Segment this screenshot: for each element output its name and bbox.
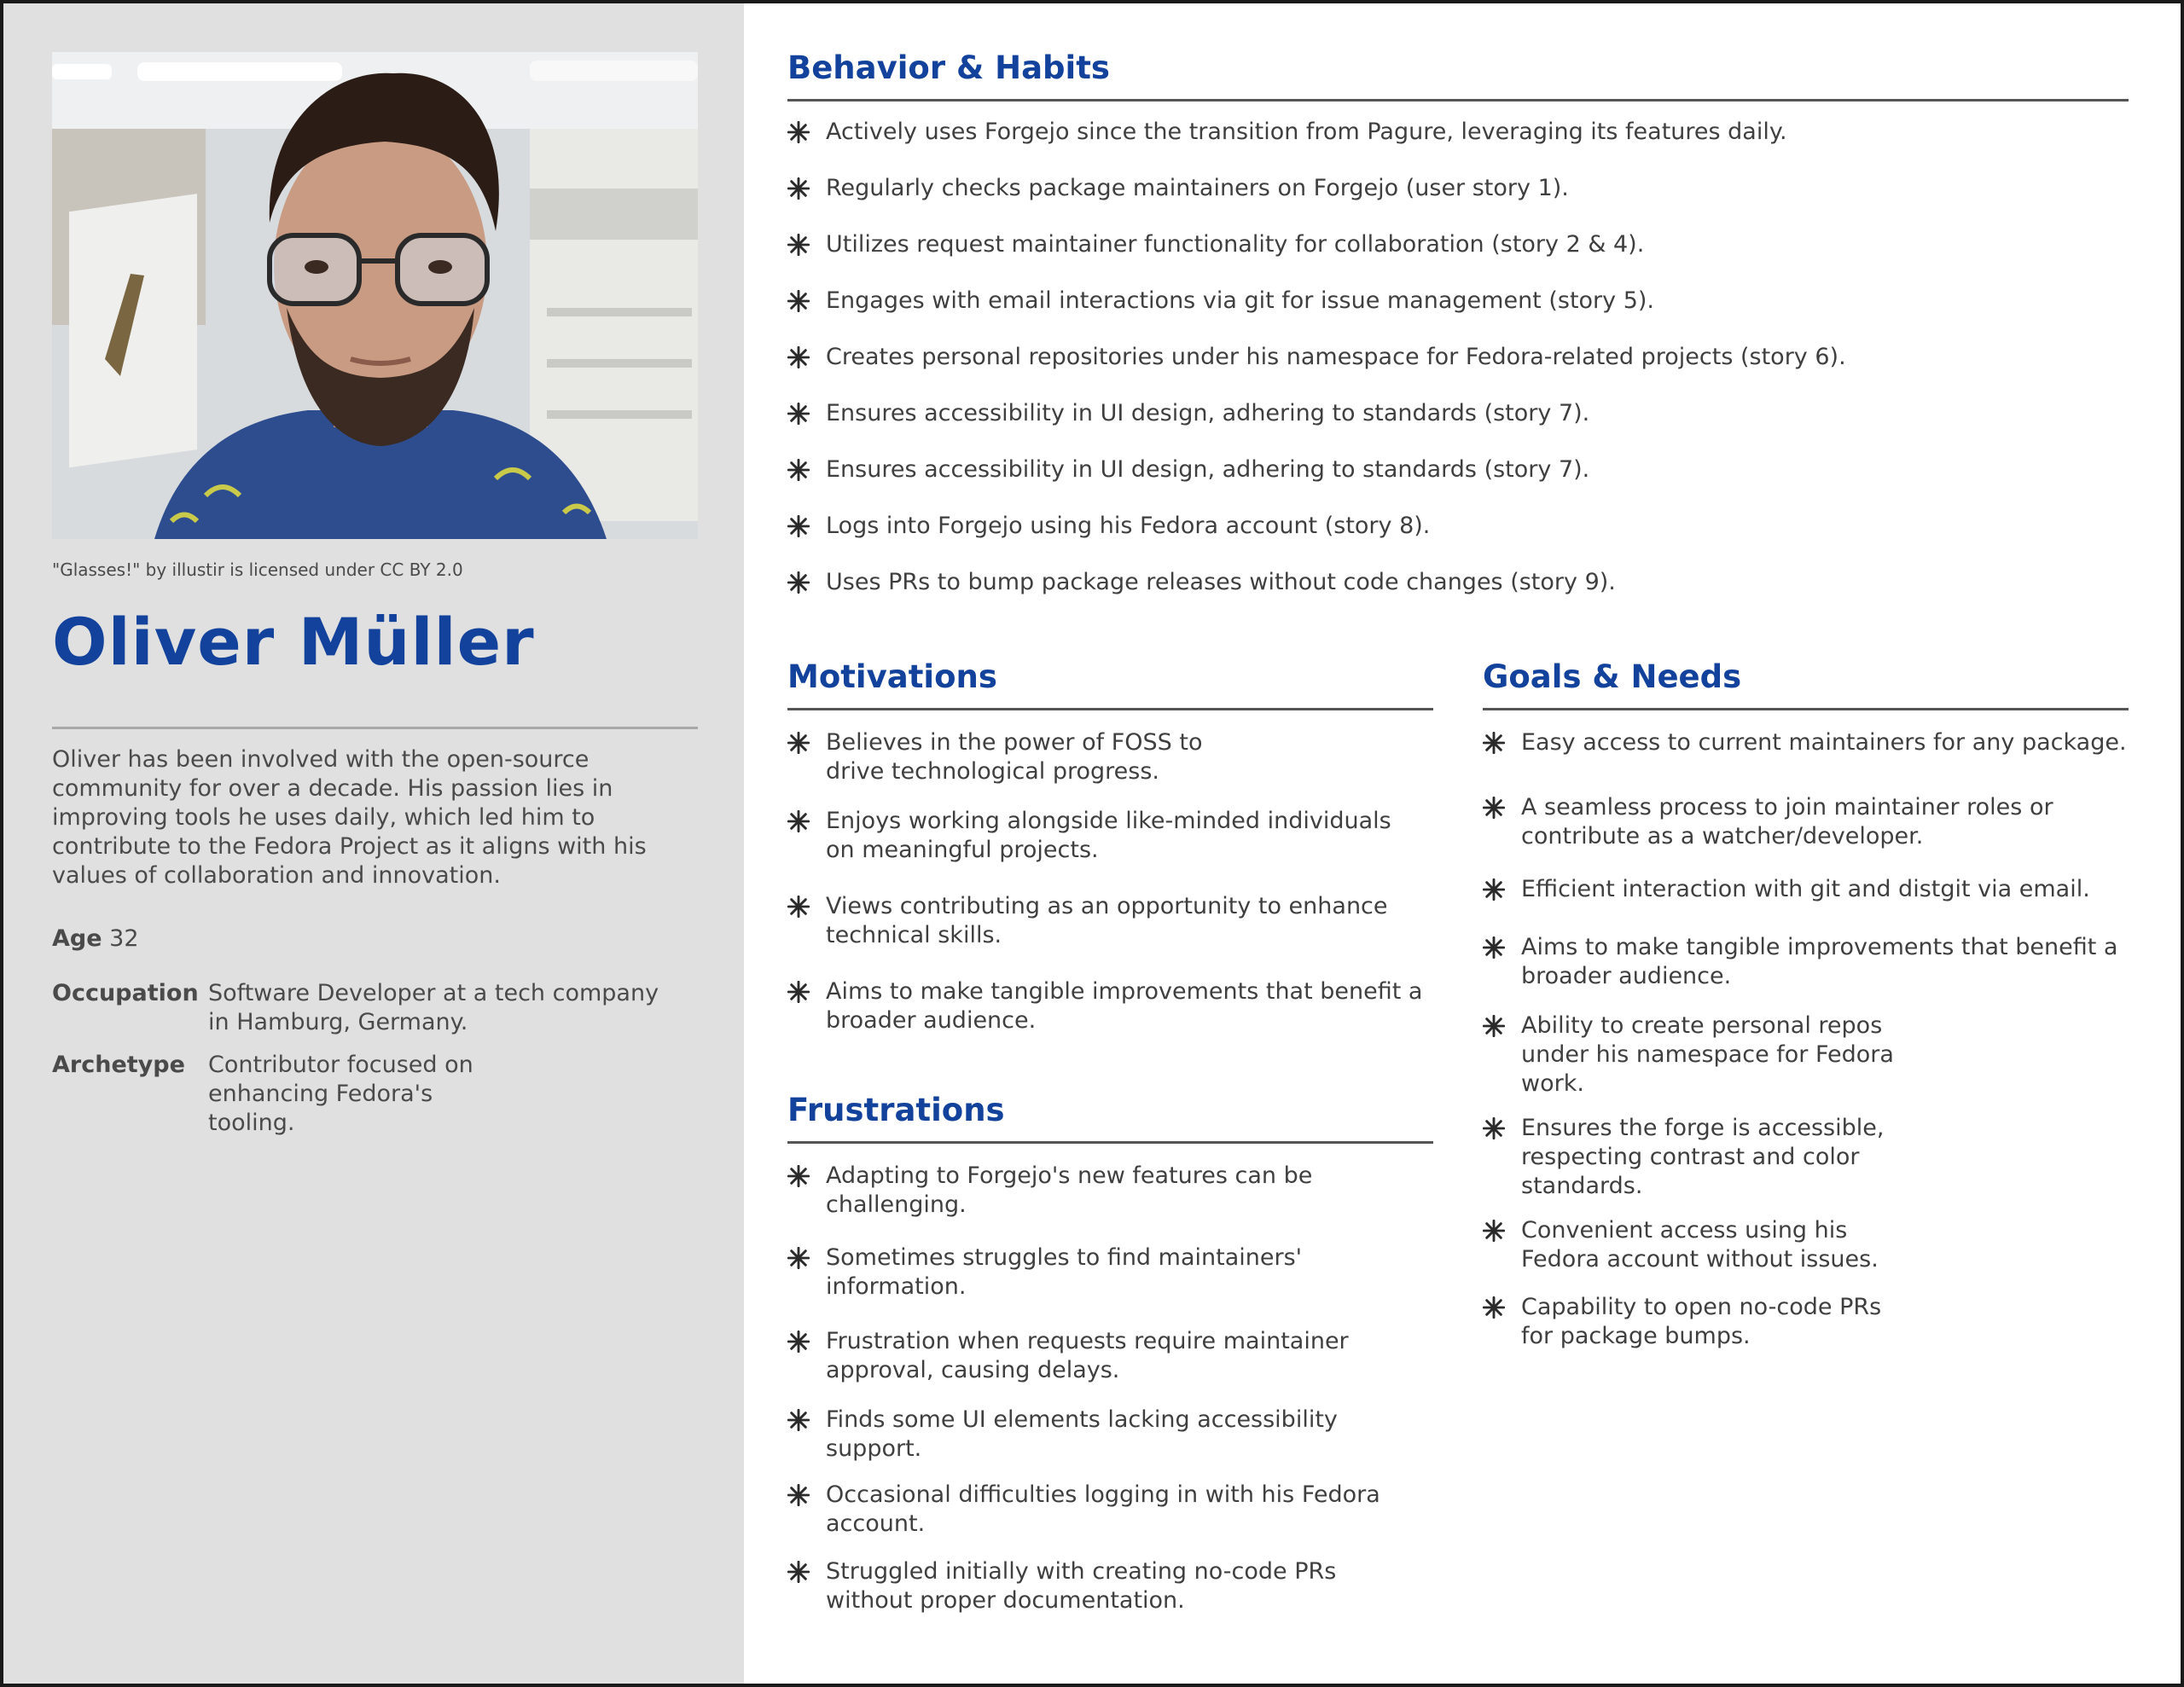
asterisk-bullet-icon (787, 977, 810, 1006)
motivations-title: Motivations (787, 658, 997, 695)
asterisk-bullet-icon (787, 1162, 810, 1191)
frustrations-section (787, 1092, 1433, 1620)
behavior-item-text: Engages with email interactions via git for issue management (story 5). (826, 287, 1655, 314)
frustrations-title: Frustrations (787, 1092, 1005, 1128)
frustration-item-text: Finds some UI elements lacking accessibility support. (826, 1406, 1338, 1462)
asterisk-bullet-icon (787, 1244, 810, 1272)
asterisk-bullet-icon (1483, 1012, 1505, 1041)
motivation-item-text: Enjoys working alongside like-minded individuals on meaningful projects. (826, 808, 1391, 863)
asterisk-bullet-icon (787, 1327, 810, 1356)
motivation-item-text: Views contributing as an opportunity to enhance technical skills. (826, 893, 1388, 948)
behavior-item-text: Ensures accessibility in UI design, adhering to standards (story 7). (826, 400, 1590, 426)
frustration-item-text: Adapting to Forgejo's new features can be challenging. (826, 1162, 1313, 1218)
behavior-divider (787, 99, 2129, 101)
age-label: Age (52, 925, 102, 952)
archetype-value: Contributor focused on enhancing Fedora's tooling. (208, 1052, 473, 1136)
behavior-title: Behavior & Habits (787, 49, 1110, 86)
asterisk-bullet-icon (787, 568, 810, 597)
asterisk-bullet-icon (787, 287, 810, 316)
goal-item-text: Easy access to current maintainers for any package. (1521, 729, 2127, 756)
asterisk-bullet-icon (787, 174, 810, 203)
goal-item-text: A seamless process to join maintainer roles or contribute as a watcher/developer. (1521, 794, 2053, 849)
motivation-item-text: Believes in the power of FOSS to drive technological progress. (826, 729, 1203, 785)
asterisk-bullet-icon (787, 1557, 810, 1586)
behavior-item-text: Ensures accessibility in UI design, adhering to standards (story 7). (826, 456, 1590, 483)
asterisk-bullet-icon (1483, 728, 1505, 757)
occupation-value: Software Developer at a tech company in Hamburg, Germany. (208, 980, 659, 1035)
asterisk-bullet-icon (787, 1406, 810, 1435)
asterisk-bullet-icon (1483, 1293, 1505, 1322)
goals-divider (1483, 708, 2129, 710)
asterisk-bullet-icon (1483, 875, 1505, 904)
goal-item-text: Capability to open no-code PRs for package bumps. (1521, 1294, 1882, 1349)
goals-title: Goals & Needs (1483, 658, 1742, 695)
asterisk-bullet-icon (787, 343, 810, 372)
behavior-item-text: Creates personal repositories under his namespace for Fedora-related projects (story 6). (826, 344, 1846, 370)
age-fact (52, 925, 139, 954)
asterisk-bullet-icon (787, 230, 810, 259)
asterisk-bullet-icon (1483, 1216, 1505, 1245)
goal-item-text: Convenient access using his Fedora account without issues. (1521, 1217, 1879, 1272)
frustration-item-text: Occasional difficulties logging in with his Fedora account. (826, 1481, 1380, 1537)
asterisk-bullet-icon (787, 1481, 810, 1510)
name-divider (52, 727, 698, 729)
motivations-divider (787, 708, 1433, 710)
portrait-image (52, 52, 698, 539)
asterisk-bullet-icon (1483, 793, 1505, 822)
goal-item-text: Ensures the forge is accessible, respecting contrast and color standards. (1521, 1115, 1885, 1199)
asterisk-bullet-icon (1483, 1114, 1505, 1143)
photo-credit: "Glasses!" by illustir is licensed under CC BY 2.0 (52, 559, 463, 580)
goal-item-text: Ability to create personal repos under his namespace for Fedora work. (1521, 1012, 1894, 1097)
frustration-item-text: Sometimes struggles to find maintainers' information. (826, 1244, 1303, 1300)
archetype-label: Archetype (52, 1052, 185, 1078)
behavior-item-text: Utilizes request maintainer functionality for collaboration (story 2 & 4). (826, 231, 1645, 258)
asterisk-bullet-icon (787, 455, 810, 484)
goals-section (1483, 658, 2129, 1375)
frustration-item-text: Frustration when requests require maintainer approval, causing delays. (826, 1328, 1349, 1383)
goal-item-text: Efficient interaction with git and distgit via email. (1521, 876, 2090, 902)
persona-name: Oliver Müller (52, 604, 535, 680)
frustration-item-text: Struggled initially with creating no-code PRs without proper documentation. (826, 1558, 1337, 1614)
asterisk-bullet-icon (787, 728, 810, 757)
persona-sidebar (3, 3, 744, 1687)
asterisk-bullet-icon (787, 807, 810, 836)
behavior-item-text: Logs into Forgejo using his Fedora account (story 8). (826, 513, 1431, 539)
behavior-section (787, 49, 2129, 612)
motivation-item-text: Aims to make tangible improvements that benefit a broader audience. (826, 978, 1423, 1034)
goal-item-text: Aims to make tangible improvements that benefit a broader audience. (1521, 934, 2118, 989)
occupation-label: Occupation (52, 980, 199, 1006)
behavior-item-text: Regularly checks package maintainers on Forgejo (user story 1). (826, 175, 1569, 201)
asterisk-bullet-icon (787, 399, 810, 428)
asterisk-bullet-icon (1483, 933, 1505, 962)
behavior-item-text: Uses PRs to bump package releases without code changes (story 9). (826, 569, 1616, 595)
persona-photo (52, 52, 698, 539)
behavior-item-text: Actively uses Forgejo since the transition from Pagure, leveraging its features daily. (826, 119, 1787, 145)
asterisk-bullet-icon (787, 892, 810, 921)
motivations-section (787, 658, 1433, 1051)
frustrations-divider (787, 1141, 1433, 1144)
persona-bio: Oliver has been involved with the open-source community for over a decade. His passion lies in improving tools he uses daily, which led him to contribute to the Fedora Project as it aligns with his values of collaboration and innovation. (52, 746, 647, 889)
age-value: 32 (109, 925, 139, 952)
asterisk-bullet-icon (787, 512, 810, 541)
asterisk-bullet-icon (787, 118, 810, 147)
